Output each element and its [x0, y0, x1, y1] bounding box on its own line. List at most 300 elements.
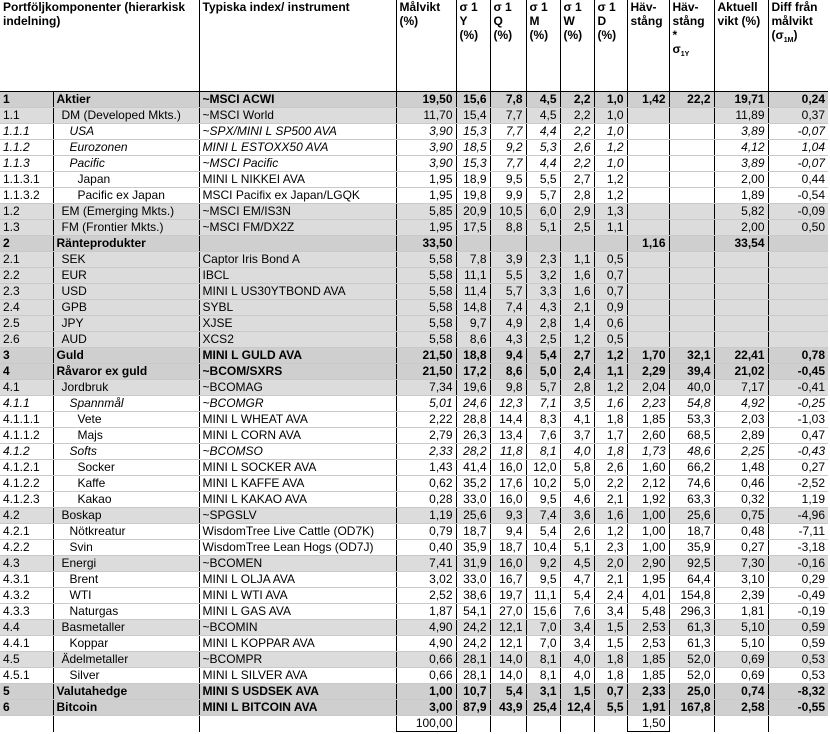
- row-instrument: XCS2: [199, 332, 396, 348]
- row-s1m: 3,3: [526, 284, 560, 300]
- row-mv: 5,58: [396, 268, 456, 284]
- row-s1y: 26,3: [456, 428, 490, 444]
- row-name: Aktier: [53, 92, 199, 108]
- row-d: -0,25: [768, 396, 828, 412]
- row-hs: 54,8: [669, 396, 714, 412]
- row-instrument: ~BCOMPR: [199, 652, 396, 668]
- row-s1y: 10,7: [456, 684, 490, 700]
- row-s1m: 4,5: [526, 108, 560, 124]
- row-name: Kaffe: [53, 476, 199, 492]
- row-s1y: 28,2: [456, 444, 490, 460]
- row-name: Bitcoin: [53, 700, 199, 716]
- row-s1y: 31,9: [456, 556, 490, 572]
- row-s1m: 25,4: [526, 700, 560, 716]
- row-id: 4.3: [0, 556, 53, 572]
- footer-row: [0, 716, 828, 732]
- row-instrument: WisdomTree Lean Hogs (OD7J): [199, 540, 396, 556]
- row-h: [627, 284, 669, 300]
- row-s1d: 0,5: [594, 332, 627, 348]
- row-d: -0,49: [768, 588, 828, 604]
- table-row: [0, 380, 828, 396]
- row-mv: 1,00: [396, 684, 456, 700]
- row-s1y: 24,2: [456, 636, 490, 652]
- row-s1q: 4,3: [490, 332, 526, 348]
- row-s1d: [594, 236, 627, 252]
- row-s1m: 5,1: [526, 220, 560, 236]
- row-hs: [669, 156, 714, 172]
- row-d: -0,55: [768, 700, 828, 716]
- row-id: 4.3.1: [0, 572, 53, 588]
- row-av: 2,89: [714, 428, 768, 444]
- row-mv: 2,22: [396, 412, 456, 428]
- row-s1y: 15,6: [456, 92, 490, 108]
- row-s1d: 2,1: [594, 492, 627, 508]
- row-id: 4.1.2.2: [0, 476, 53, 492]
- row-hs: [669, 300, 714, 316]
- row-s1m: 9,5: [526, 492, 560, 508]
- row-s1y: 24,2: [456, 620, 490, 636]
- row-name: Valutahedge: [53, 684, 199, 700]
- row-name: Socker: [53, 460, 199, 476]
- row-s1d: 1,5: [594, 620, 627, 636]
- table-row: [0, 204, 828, 220]
- row-h: [627, 316, 669, 332]
- row-av: 0,27: [714, 540, 768, 556]
- row-hs: [669, 172, 714, 188]
- table-row: [0, 508, 828, 524]
- row-id: 4.1.2.1: [0, 460, 53, 476]
- row-s1m: 7,0: [526, 636, 560, 652]
- row-id: 4.1.1: [0, 396, 53, 412]
- header-s1w: σ 1 W (%): [560, 0, 594, 92]
- row-id: 1.1.2: [0, 140, 53, 156]
- row-s1w: 12,4: [560, 700, 594, 716]
- row-id: 6: [0, 700, 53, 716]
- row-s1y: 20,9: [456, 204, 490, 220]
- row-av: [714, 268, 768, 284]
- row-mv: 0,40: [396, 540, 456, 556]
- row-instrument: ~BCOM/SXRS: [199, 364, 396, 380]
- row-hs: [669, 188, 714, 204]
- row-s1q: 9,3: [490, 508, 526, 524]
- row-av: [714, 332, 768, 348]
- row-d: 0,47: [768, 428, 828, 444]
- row-d: [768, 332, 828, 348]
- header-s1d: σ 1 D (%): [594, 0, 627, 92]
- row-h: 2,53: [627, 636, 669, 652]
- header-diff: Diff från målvikt $(\sigma_{1M})$: [768, 0, 828, 92]
- table-row: [0, 684, 828, 700]
- row-s1d: 1,7: [594, 428, 627, 444]
- header-aktuell: Aktuell vikt (%): [714, 0, 768, 92]
- row-h: 1,16: [627, 236, 669, 252]
- row-d: 0,37: [768, 108, 828, 124]
- row-h: [627, 300, 669, 316]
- row-av: 11,89: [714, 108, 768, 124]
- row-mv: 0,79: [396, 524, 456, 540]
- row-s1q: 16,0: [490, 556, 526, 572]
- row-d: -1,03: [768, 412, 828, 428]
- row-instrument: ~BCOMIN: [199, 620, 396, 636]
- row-name: USD: [53, 284, 199, 300]
- row-s1q: 43,9: [490, 700, 526, 716]
- table-row: [0, 444, 828, 460]
- row-s1q: 27,0: [490, 604, 526, 620]
- row-s1y: 18,7: [456, 524, 490, 540]
- row-h: [627, 172, 669, 188]
- row-mv: 4,90: [396, 620, 456, 636]
- row-hs: [669, 124, 714, 140]
- row-d: 0,29: [768, 572, 828, 588]
- row-h: 1,85: [627, 668, 669, 684]
- row-id: 1.1.3.1: [0, 172, 53, 188]
- row-s1w: 5,4: [560, 588, 594, 604]
- row-s1y: 28,1: [456, 652, 490, 668]
- row-instrument: ~MSCI FM/DX2Z: [199, 220, 396, 236]
- row-instrument: ~BCOMGR: [199, 396, 396, 412]
- row-s1w: 2,2: [560, 156, 594, 172]
- row-s1w: 7,6: [560, 604, 594, 620]
- row-d: -4,96: [768, 508, 828, 524]
- row-s1q: 3,9: [490, 252, 526, 268]
- row-s1d: 0,7: [594, 284, 627, 300]
- row-h: [627, 268, 669, 284]
- row-name: Spannmål: [53, 396, 199, 412]
- row-hs: 18,7: [669, 524, 714, 540]
- row-s1y: 28,1: [456, 668, 490, 684]
- row-mv: 5,58: [396, 300, 456, 316]
- row-d: -0,07: [768, 124, 828, 140]
- row-name: Softs: [53, 444, 199, 460]
- row-instrument: ~MSCI ACWI: [199, 92, 396, 108]
- table-row: [0, 188, 828, 204]
- row-mv: 21,50: [396, 348, 456, 364]
- row-instrument: [199, 236, 396, 252]
- row-id: 2.3: [0, 284, 53, 300]
- row-s1y: 28,8: [456, 412, 490, 428]
- row-id: 4.3.3: [0, 604, 53, 620]
- row-s1q: 11,8: [490, 444, 526, 460]
- header-s1m: σ 1 M (%): [526, 0, 560, 92]
- row-s1q: 7,4: [490, 300, 526, 316]
- table-row: [0, 172, 828, 188]
- header-s1q: σ 1 Q (%): [490, 0, 526, 92]
- row-h: 1,85: [627, 652, 669, 668]
- row-hs: 68,5: [669, 428, 714, 444]
- row-id: 4.4: [0, 620, 53, 636]
- row-d: -8,32: [768, 684, 828, 700]
- row-instrument: ~BCOMEN: [199, 556, 396, 572]
- row-av: 5,10: [714, 620, 768, 636]
- row-h: 1,42: [627, 92, 669, 108]
- row-mv: 5,85: [396, 204, 456, 220]
- table-row: [0, 476, 828, 492]
- table-row: [0, 636, 828, 652]
- row-s1w: 3,6: [560, 508, 594, 524]
- row-hs: 66,2: [669, 460, 714, 476]
- row-av: 2,25: [714, 444, 768, 460]
- row-d: 1,04: [768, 140, 828, 156]
- row-s1y: 15,4: [456, 108, 490, 124]
- row-s1q: 14,0: [490, 668, 526, 684]
- row-s1m: 12,0: [526, 460, 560, 476]
- row-mv: 1,95: [396, 172, 456, 188]
- row-s1y: 33,0: [456, 572, 490, 588]
- row-s1d: 2,2: [594, 476, 627, 492]
- row-mv: 21,50: [396, 364, 456, 380]
- row-instrument: MINI L BITCOIN AVA: [199, 700, 396, 716]
- row-s1m: 4,4: [526, 124, 560, 140]
- row-s1w: 4,0: [560, 652, 594, 668]
- row-s1q: 7,8: [490, 92, 526, 108]
- table-row: [0, 588, 828, 604]
- row-hs: [669, 220, 714, 236]
- table-row: [0, 396, 828, 412]
- row-s1w: 2,4: [560, 364, 594, 380]
- row-name: AUD: [53, 332, 199, 348]
- row-av: 33,54: [714, 236, 768, 252]
- row-s1d: 0,6: [594, 316, 627, 332]
- row-s1d: 1,0: [594, 108, 627, 124]
- row-s1w: 4,1: [560, 412, 594, 428]
- row-s1m: 5,0: [526, 364, 560, 380]
- row-d: 0,53: [768, 652, 828, 668]
- row-d: 1,19: [768, 492, 828, 508]
- row-mv: 3,90: [396, 140, 456, 156]
- row-hs: 167,8: [669, 700, 714, 716]
- row-h: [627, 108, 669, 124]
- row-h: [627, 252, 669, 268]
- row-av: [714, 284, 768, 300]
- row-s1w: 3,7: [560, 428, 594, 444]
- row-name: Brent: [53, 572, 199, 588]
- row-id: 1.1.3: [0, 156, 53, 172]
- row-s1y: 15,3: [456, 124, 490, 140]
- header-malvikt: Målvikt (%): [396, 0, 456, 92]
- row-name: Svin: [53, 540, 199, 556]
- row-instrument: ~MSCI EM/IS3N: [199, 204, 396, 220]
- row-s1m: 5,7: [526, 380, 560, 396]
- row-hs: 154,8: [669, 588, 714, 604]
- row-hs: 22,2: [669, 92, 714, 108]
- row-s1w: 2,8: [560, 380, 594, 396]
- table-row: [0, 412, 828, 428]
- row-h: 2,04: [627, 380, 669, 396]
- row-s1q: 8,8: [490, 220, 526, 236]
- row-d: -0,41: [768, 380, 828, 396]
- table-row: [0, 236, 828, 252]
- row-id: 1.1.1: [0, 124, 53, 140]
- row-s1m: 5,4: [526, 524, 560, 540]
- row-mv: 0,66: [396, 652, 456, 668]
- total-malvikt: 100,00: [396, 716, 456, 732]
- row-s1m: 2,5: [526, 332, 560, 348]
- row-s1y: 17,2: [456, 364, 490, 380]
- row-h: 2,12: [627, 476, 669, 492]
- row-hs: 39,4: [669, 364, 714, 380]
- header-havstang-sigma: Häv-stång * $\sigma_{1Y}$: [669, 0, 714, 92]
- row-d: 0,78: [768, 348, 828, 364]
- row-instrument: MINI L KAKAO AVA: [199, 492, 396, 508]
- row-id: 2.4: [0, 300, 53, 316]
- row-s1m: 8,1: [526, 444, 560, 460]
- row-s1y: 11,1: [456, 268, 490, 284]
- row-s1w: 1,1: [560, 252, 594, 268]
- row-h: 2,29: [627, 364, 669, 380]
- row-hs: 61,3: [669, 636, 714, 652]
- row-instrument: SYBL: [199, 300, 396, 316]
- row-s1d: 3,4: [594, 604, 627, 620]
- row-name: Ädelmetaller: [53, 652, 199, 668]
- row-s1q: 9,4: [490, 524, 526, 540]
- row-instrument: MINI L OLJA AVA: [199, 572, 396, 588]
- row-instrument: MINI L KAFFE AVA: [199, 476, 396, 492]
- row-d: -0,16: [768, 556, 828, 572]
- row-instrument: MINI L KOPPAR AVA: [199, 636, 396, 652]
- row-hs: 52,0: [669, 668, 714, 684]
- row-s1q: 16,7: [490, 572, 526, 588]
- row-hs: 92,5: [669, 556, 714, 572]
- row-s1y: 38,6: [456, 588, 490, 604]
- row-s1m: 5,3: [526, 140, 560, 156]
- row-d: [768, 268, 828, 284]
- row-s1y: 7,8: [456, 252, 490, 268]
- row-s1d: 2,4: [594, 588, 627, 604]
- row-name: JPY: [53, 316, 199, 332]
- row-name: DM (Developed Mkts.): [53, 108, 199, 124]
- row-name: Majs: [53, 428, 199, 444]
- row-s1m: 10,4: [526, 540, 560, 556]
- row-s1q: 18,7: [490, 540, 526, 556]
- row-s1y: 14,8: [456, 300, 490, 316]
- row-hs: [669, 332, 714, 348]
- row-s1y: 18,9: [456, 172, 490, 188]
- row-name: Pacific: [53, 156, 199, 172]
- row-s1q: 9,9: [490, 188, 526, 204]
- row-s1q: 9,2: [490, 140, 526, 156]
- row-s1w: 5,8: [560, 460, 594, 476]
- row-s1m: 9,5: [526, 572, 560, 588]
- row-s1m: 7,4: [526, 508, 560, 524]
- row-h: [627, 332, 669, 348]
- row-s1q: 16,0: [490, 492, 526, 508]
- row-h: [627, 204, 669, 220]
- row-instrument: ~MSCI Pacific: [199, 156, 396, 172]
- row-h: 4,01: [627, 588, 669, 604]
- row-s1w: 2,2: [560, 108, 594, 124]
- row-h: [627, 220, 669, 236]
- row-mv: 3,90: [396, 124, 456, 140]
- row-s1d: 0,5: [594, 252, 627, 268]
- row-s1d: 1,0: [594, 92, 627, 108]
- row-mv: 2,33: [396, 444, 456, 460]
- row-s1y: 8,6: [456, 332, 490, 348]
- row-id: 1: [0, 92, 53, 108]
- row-s1q: 9,4: [490, 348, 526, 364]
- row-id: 2.5: [0, 316, 53, 332]
- row-instrument: WisdomTree Live Cattle (OD7K): [199, 524, 396, 540]
- row-mv: 19,50: [396, 92, 456, 108]
- row-mv: 5,58: [396, 332, 456, 348]
- row-instrument: ~BCOMSO: [199, 444, 396, 460]
- row-name: EM (Emerging Mkts.): [53, 204, 199, 220]
- row-s1w: 2,1: [560, 300, 594, 316]
- row-s1d: 1,5: [594, 636, 627, 652]
- row-s1w: 1,2: [560, 332, 594, 348]
- row-instrument: MSCI Pacifix ex Japan/LGQK: [199, 188, 396, 204]
- row-s1y: 9,7: [456, 316, 490, 332]
- row-s1d: 1,6: [594, 508, 627, 524]
- row-d: 0,53: [768, 668, 828, 684]
- row-name: Basmetaller: [53, 620, 199, 636]
- row-av: [714, 316, 768, 332]
- row-name: Energi: [53, 556, 199, 572]
- table-row: [0, 364, 828, 380]
- row-s1q: 19,7: [490, 588, 526, 604]
- row-s1w: 4,7: [560, 572, 594, 588]
- row-s1m: 9,2: [526, 556, 560, 572]
- row-s1d: 1,8: [594, 412, 627, 428]
- row-id: 4.2.1: [0, 524, 53, 540]
- row-h: [627, 140, 669, 156]
- row-hs: 48,6: [669, 444, 714, 460]
- row-h: 1,00: [627, 540, 669, 556]
- row-s1m: 15,6: [526, 604, 560, 620]
- table-row: [0, 220, 828, 236]
- row-av: 22,41: [714, 348, 768, 364]
- row-d: -3,18: [768, 540, 828, 556]
- row-id: 4.3.2: [0, 588, 53, 604]
- row-hs: [669, 108, 714, 124]
- row-id: 5: [0, 684, 53, 700]
- row-mv: 0,28: [396, 492, 456, 508]
- row-s1d: 1,8: [594, 652, 627, 668]
- row-id: 4.5: [0, 652, 53, 668]
- row-name: FM (Frontier Mkts.): [53, 220, 199, 236]
- row-instrument: MINI L CORN AVA: [199, 428, 396, 444]
- row-h: 1,60: [627, 460, 669, 476]
- row-hs: 40,0: [669, 380, 714, 396]
- row-d: [768, 300, 828, 316]
- row-s1w: 2,5: [560, 220, 594, 236]
- row-mv: 2,79: [396, 428, 456, 444]
- row-s1m: 6,0: [526, 204, 560, 220]
- row-d: -0,19: [768, 604, 828, 620]
- row-s1d: 1,1: [594, 220, 627, 236]
- row-h: [627, 188, 669, 204]
- row-id: 1.1: [0, 108, 53, 124]
- row-s1m: 2,8: [526, 316, 560, 332]
- row-s1m: 8,3: [526, 412, 560, 428]
- row-s1q: 9,5: [490, 172, 526, 188]
- row-av: 1,48: [714, 460, 768, 476]
- row-mv: 5,01: [396, 396, 456, 412]
- row-s1w: 3,5: [560, 396, 594, 412]
- row-s1y: 19,8: [456, 188, 490, 204]
- row-name: Japan: [53, 172, 199, 188]
- row-h: [627, 156, 669, 172]
- table-row: [0, 700, 828, 716]
- row-h: 2,33: [627, 684, 669, 700]
- row-s1m: 5,7: [526, 188, 560, 204]
- row-instrument: MINI L GAS AVA: [199, 604, 396, 620]
- row-s1w: 1,6: [560, 268, 594, 284]
- table-row: [0, 108, 828, 124]
- row-instrument: XJSE: [199, 316, 396, 332]
- row-s1q: 16,0: [490, 460, 526, 476]
- row-name: Boskap: [53, 508, 199, 524]
- row-av: 3,10: [714, 572, 768, 588]
